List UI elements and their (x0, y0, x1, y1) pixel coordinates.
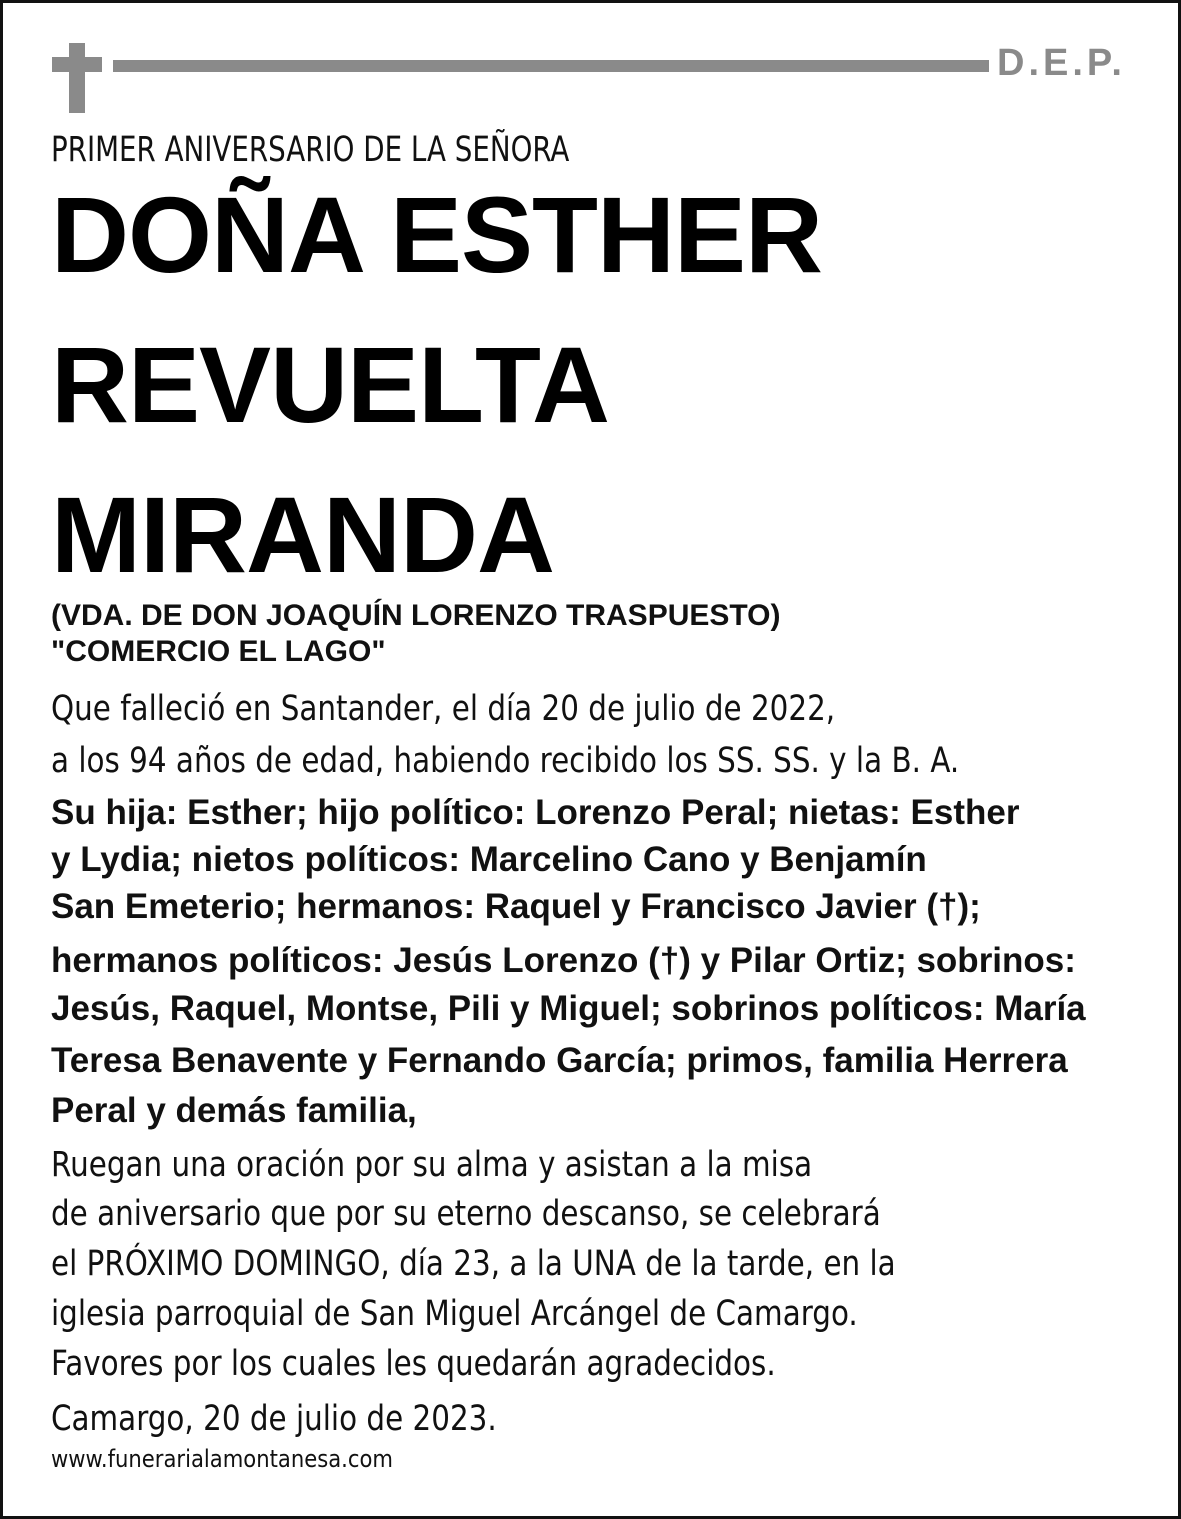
request-line-3: el PRÓXIMO DOMINGO, día 23, a la UNA de la tarde, en la (51, 1244, 896, 1284)
family-line-2: y Lydia; nietos políticos: Marcelino Cano y Benjamín (51, 840, 927, 879)
request-line-4: iglesia parroquial de San Miguel Arcángel de Camargo. (51, 1294, 858, 1334)
dep-label: D.E.P. (997, 42, 1126, 84)
family-line-6: Teresa Benavente y Fernando García; primos, familia Herrera (51, 1041, 1068, 1080)
website-link[interactable]: www.funerarialamontanesa.com (51, 1445, 393, 1473)
family-line-1: Su hija: Esther; hijo político: Lorenzo Peral; nietas: Esther (51, 793, 1020, 832)
intro-line: PRIMER ANIVERSARIO DE LA SEÑORA (51, 130, 570, 170)
place-date: Camargo, 20 de julio de 2023. (51, 1399, 497, 1439)
name-line-1: DOÑA ESTHER (51, 174, 823, 295)
widow-caption: (VDA. DE DON JOAQUÍN LORENZO TRASPUESTO) (51, 599, 781, 632)
header-rule (113, 60, 989, 72)
cross-icon (52, 43, 102, 113)
death-line-2: a los 94 años de edad, habiendo recibido los SS. SS. y la B. A. (51, 741, 960, 781)
business-caption: "COMERCIO EL LAGO" (51, 635, 386, 668)
name-line-2: REVUELTA (51, 324, 609, 445)
request-line-2: de aniversario que por su eterno descanso, se celebrará (51, 1194, 881, 1234)
family-line-4: hermanos políticos: Jesús Lorenzo (†) y Pilar Ortiz; sobrinos: (51, 941, 1076, 980)
request-line-5: Favores por los cuales les quedarán agradecidos. (51, 1344, 776, 1384)
family-line-7: Peral y demás familia, (51, 1091, 417, 1130)
name-line-3: MIRANDA (51, 474, 554, 595)
family-line-5: Jesús, Raquel, Montse, Pili y Miguel; sobrinos políticos: María (51, 989, 1086, 1028)
family-line-3: San Emeterio; hermanos: Raquel y Francisco Javier (†); (51, 887, 981, 926)
request-line-1: Ruegan una oración por su alma y asistan a la misa (51, 1145, 813, 1185)
death-line-1: Que falleció en Santander, el día 20 de julio de 2022, (51, 689, 836, 729)
